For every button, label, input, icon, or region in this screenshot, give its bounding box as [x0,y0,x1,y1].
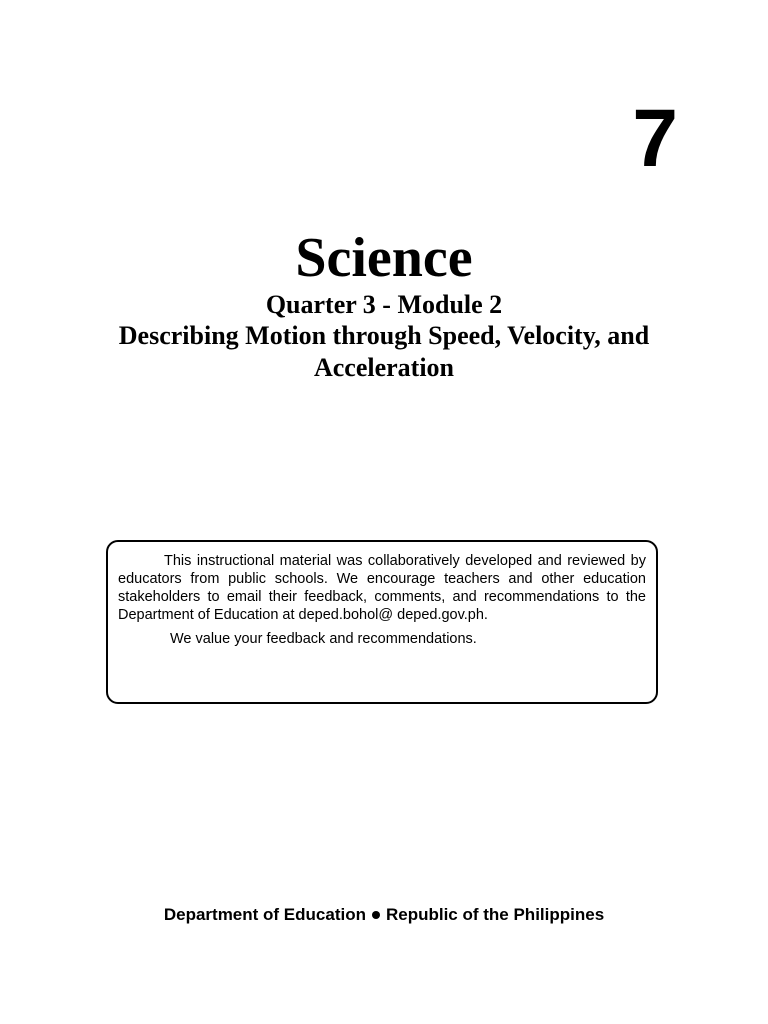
notice-paragraph: This instructional material was collaboratively developed and reviewed by educators from public schools. We encourage teachers and other education stakeholders to email their feedback, comments, and recommendations to the Department of Education at deped.bohol@ deped.gov.ph. [118,553,646,623]
module-title: Describing Motion through Speed, Velocity, and Acceleration [118,321,650,382]
subject-title: Science [295,227,473,289]
grade-number: 7 [632,93,678,184]
footer-department: Department of Education [163,905,366,924]
footer [0,904,768,926]
feedback-notice-box [106,540,658,704]
quarter-module-label: Quarter 3 - Module 2 [265,290,503,319]
title-block [0,226,768,384]
footer-country: Republic of the Philippines [385,905,605,924]
notice-thanks: We value your feedback and recommendations. [170,631,477,647]
bullet-icon [372,911,380,919]
